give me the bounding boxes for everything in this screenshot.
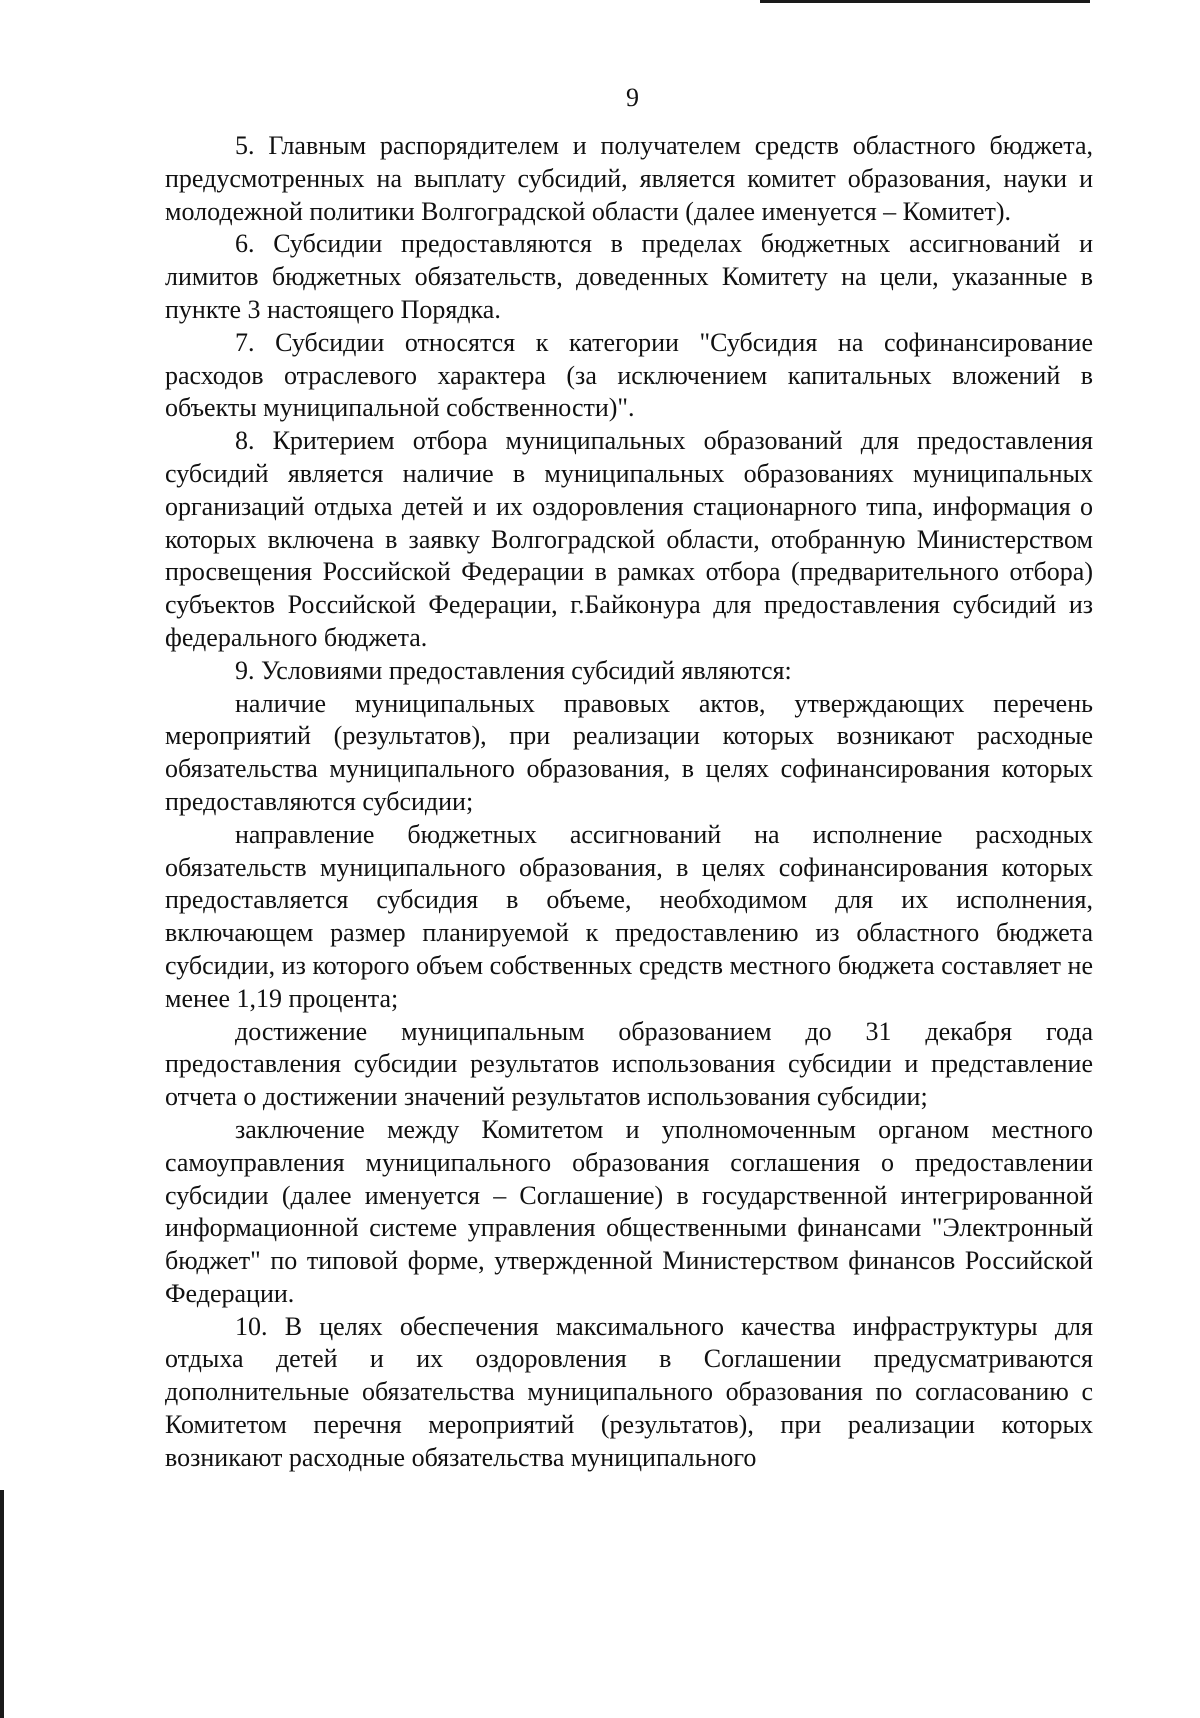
paragraph-7: 7. Субсидии относятся к категории "Субсидия на софинансирование расходов отраслевого характера (за исключением капитальных вложений в объекты муниципальной собственности)". <box>165 327 1093 423</box>
scan-edge-left <box>0 1490 4 1718</box>
scan-edge-top <box>760 0 1090 3</box>
paragraph-8: 8. Критерием отбора муниципальных образований для предоставления субсидий является наличие в муниципальных образованиях муниципальных организаций отдыха детей и их оздоровления стационарного типа, информация о которых включена в заявку Волгоградской области, отобранную Министерством просвещения Российской Федерации в рамках отбора (предварительного отбора) субъектов Российской Федерации, г.Байконура для предоставления субсидий из федерального бюджета. <box>165 426 1093 652</box>
paragraph-9: 9. Условиями предоставления субсидий являются: <box>235 655 792 685</box>
paragraph-9-condition-2: направление бюджетных ассигнований на исполнение расходных обязательств муниципального образования, в целях софинансирования которых предоставляется субсидия в объеме, необходимом для их исполнения, включающем размер планируемой к предоставлению из областного бюджета субсидии, из которого объем собственных средств местного бюджета составляет не менее 1,19 процента; <box>165 819 1093 1013</box>
page-number: 9 <box>626 83 639 112</box>
paragraph-9-condition-4: заключение между Комитетом и уполномоченным органом местного самоуправления муниципального образования соглашения о предоставлении субсидии (далее именуется – Соглашение) в государственной интегрированной информационной системе управления общественными финансами "Электронный бюджет" по типовой форме, утвержденной Министерством финансов Российской Федерации. <box>165 1114 1093 1308</box>
paragraph-9-condition-3: достижение муниципальным образованием до 31 декабря года предоставления субсидии результатов использования субсидии и представление отчета о достижении значений результатов использования субсидии; <box>165 1016 1093 1112</box>
paragraph-10: 10. В целях обеспечения максимального качества инфраструктуры для отдыха детей и их оздоровления в Соглашении предусматриваются дополнительные обязательства муниципального образования по согласованию с Комитетом перечня мероприятий (результатов), при реализации которых возникают расходные обязательства муниципального <box>165 1311 1093 1472</box>
paragraph-6: 6. Субсидии предоставляются в пределах бюджетных ассигнований и лимитов бюджетных обязательств, доведенных Комитету на цели, указанные в пункте 3 настоящего Порядка. <box>165 229 1093 324</box>
document-body <box>165 130 1093 1475</box>
paragraph-5: 5. Главным распорядителем и получателем средств областного бюджета, предусмотренных на выплату субсидий, является комитет образования, науки и молодежной политики Волгоградской области (далее именуется – Комитет). <box>165 131 1093 226</box>
paragraph-9-condition-1: наличие муниципальных правовых актов, утверждающих перечень мероприятий (результатов), при реализации которых возникают расходные обязательства муниципального образования, в целях софинансирования которых предоставляются субсидии; <box>165 688 1093 816</box>
